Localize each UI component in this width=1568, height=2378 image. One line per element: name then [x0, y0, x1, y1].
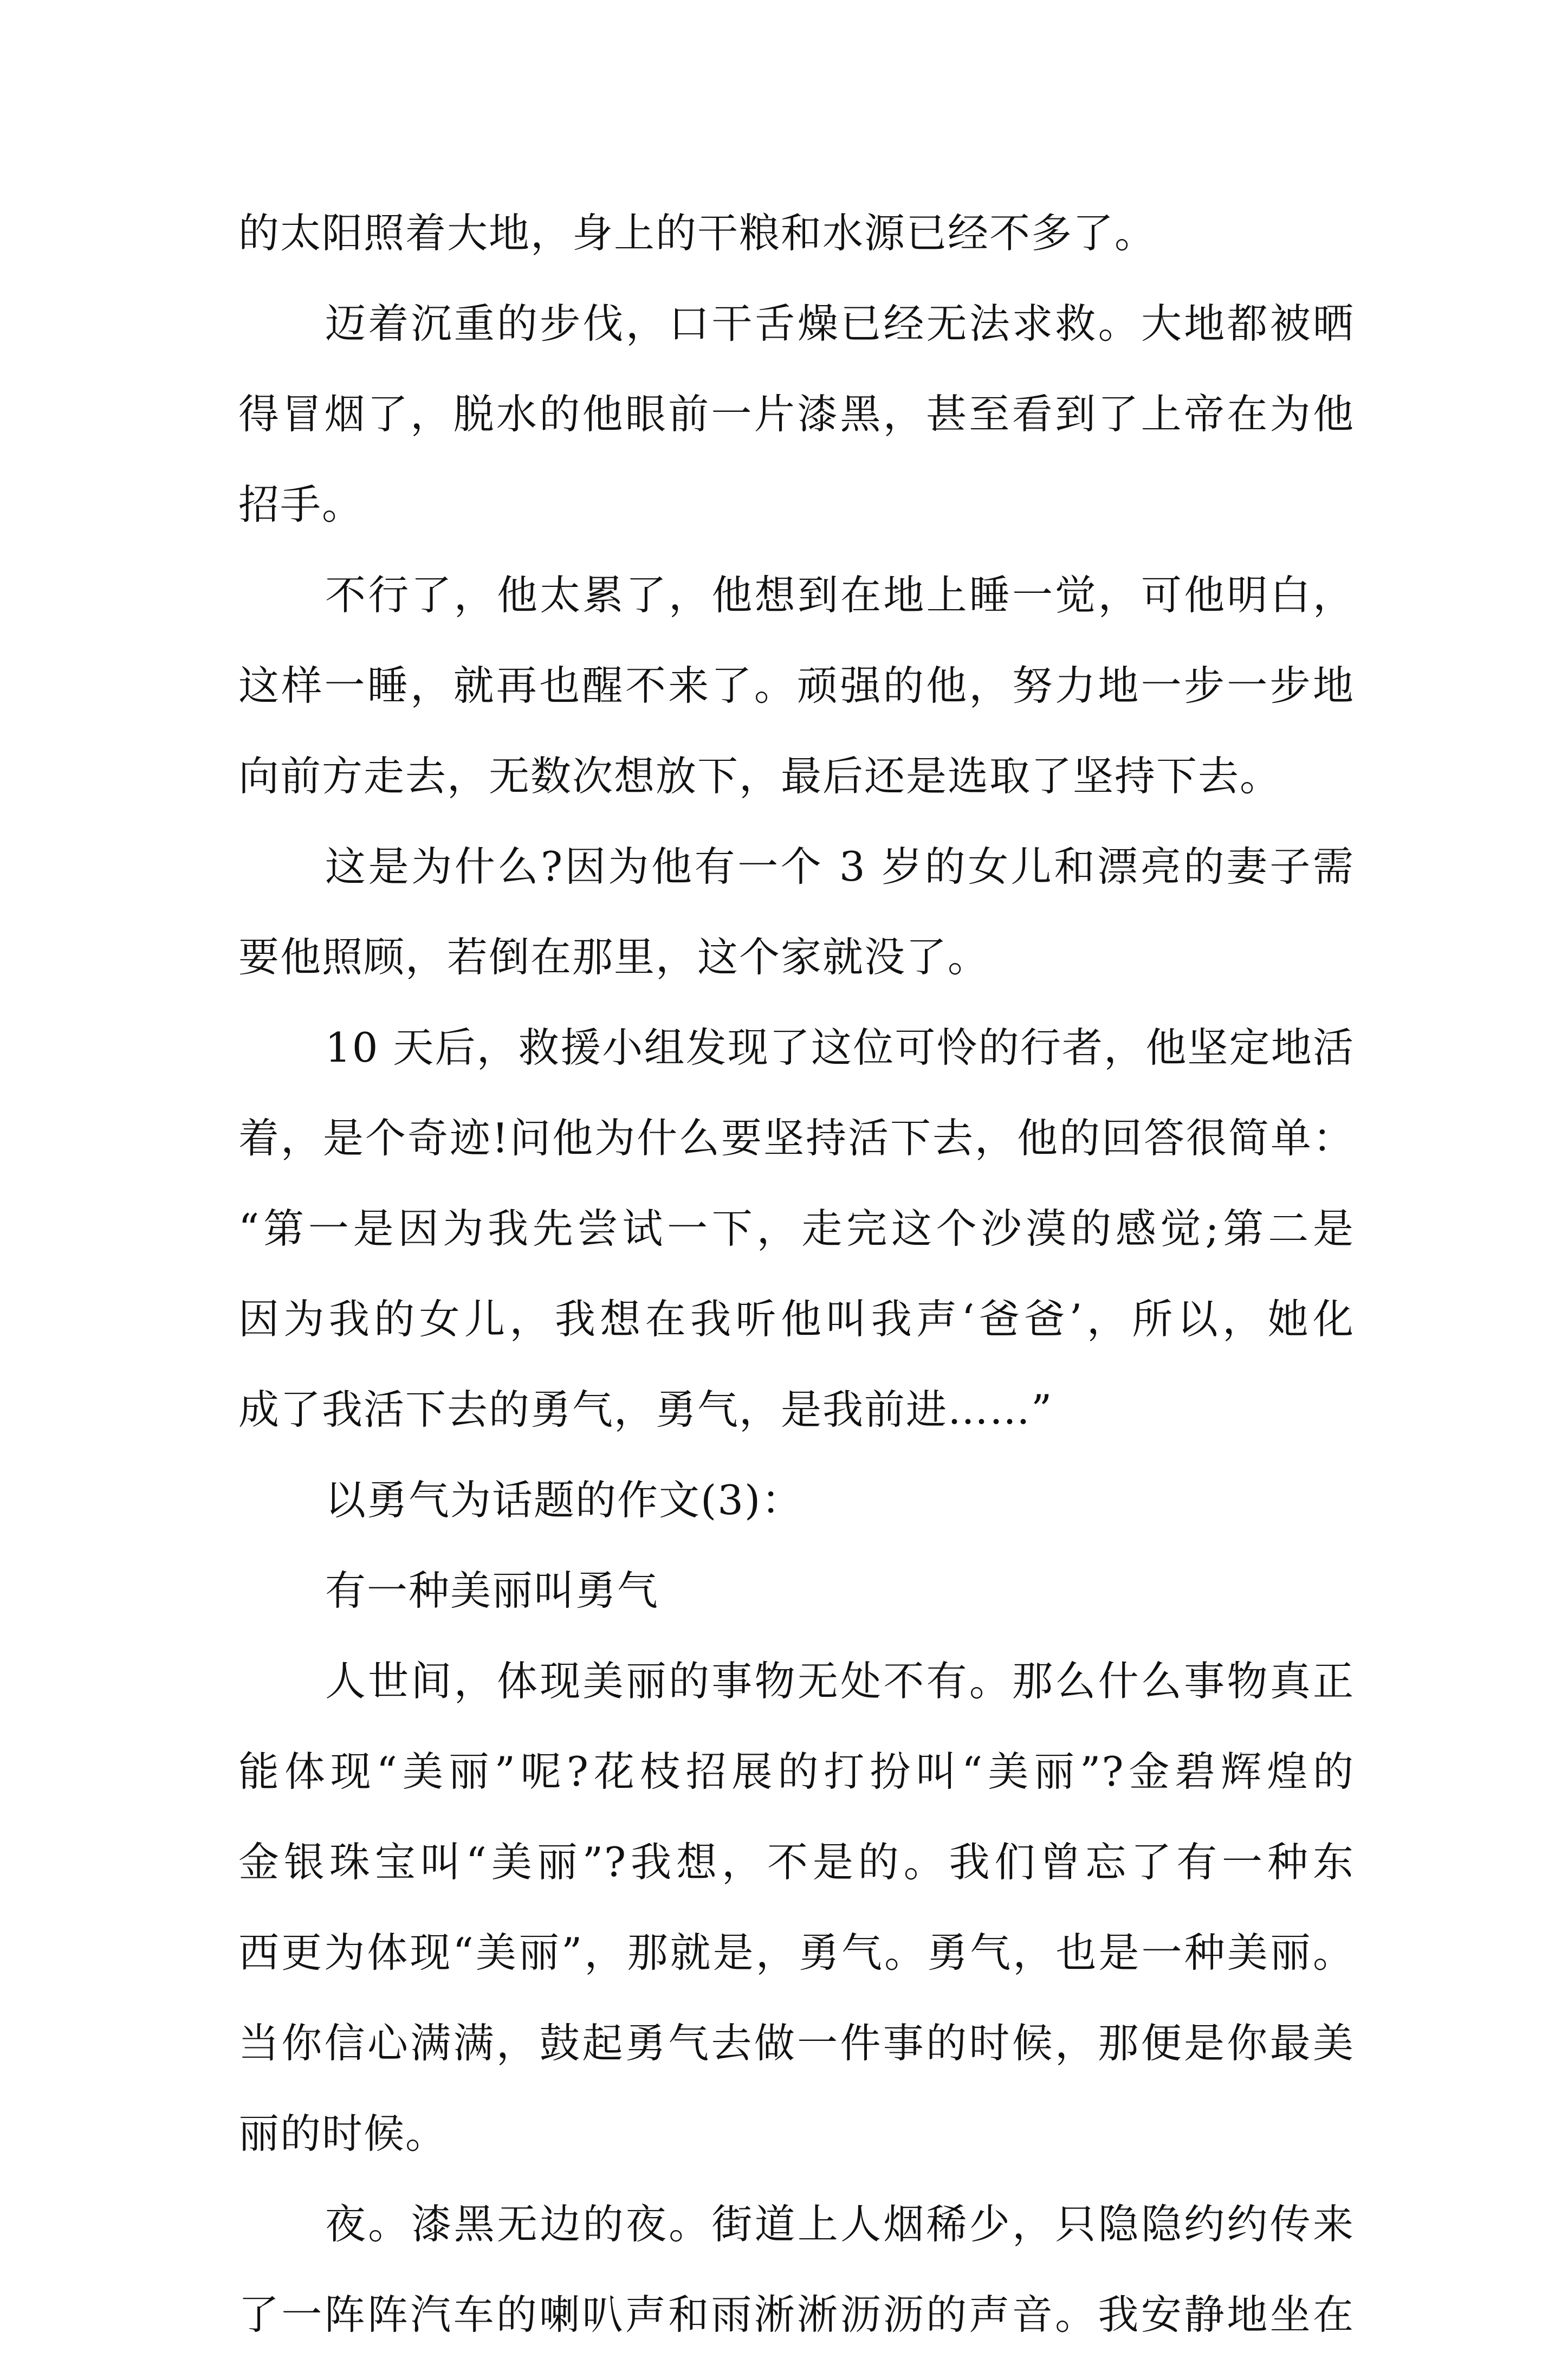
text-line: 迈着沉重的步伐，口干舌燥已经无法求救。大地都被晒 — [325, 300, 1355, 347]
text-line: 因为我的女儿，我想在我听他叫我声‘爸爸’，所以，她化 — [238, 1295, 1355, 1343]
text-line: 夜。漆黑无边的夜。街道上人烟稀少，只隐隐约约传来 — [325, 2200, 1355, 2248]
text-line: 不行了，他太累了，他想到在地上睡一觉，可他明白， — [325, 571, 1355, 619]
text-line: 了一阵阵汽车的喇叭声和雨淅淅沥沥的声音。我安静地坐在 — [238, 2291, 1355, 2338]
section-heading: 以勇气为话题的作文(3)： — [325, 1476, 804, 1524]
text-line: 10 天后，救援小组发现了这位可怜的行者，他坚定地活 — [325, 1024, 1355, 1071]
text-line: “第一是因为我先尝试一下，走完这个沙漠的感觉;第二是 — [238, 1205, 1355, 1252]
text-line: 的太阳照着大地，身上的干粮和水源已经不多了。 — [238, 209, 1157, 257]
text-line: 要他照顾，若倒在那里，这个家就没了。 — [238, 933, 990, 981]
text-line: 这是为什么?因为他有一个 3 岁的女儿和漂亮的妻子需 — [325, 843, 1355, 890]
text-line: 着，是个奇迹!问他为什么要坚持活下去，他的回答很简单： — [238, 1114, 1355, 1162]
text-line: 招手。 — [238, 481, 364, 528]
text-line: 丽的时候。 — [238, 2110, 448, 2157]
text-line: 得冒烟了，脱水的他眼前一片漆黑，甚至看到了上帝在为他 — [238, 390, 1355, 438]
text-line: 金银珠宝叫“美丽”?我想，不是的。我们曾忘了有一种东 — [238, 1838, 1355, 1886]
essay-title: 有一种美丽叫勇气 — [325, 1567, 659, 1614]
text-line: 人世间，体现美丽的事物无处不有。那么什么事物真正 — [325, 1657, 1355, 1705]
text-line: 能体现“美丽”呢?花枝招展的打扮叫“美丽”?金碧辉煌的 — [238, 1748, 1355, 1795]
document-page — [238, 206, 1355, 2378]
text-line: 西更为体现“美丽”，那就是，勇气。勇气，也是一种美丽。 — [238, 1929, 1355, 1976]
text-line: 向前方走去，无数次想放下，最后还是选取了坚持下去。 — [238, 752, 1282, 800]
text-line: 当你信心满满，鼓起勇气去做一件事的时候，那便是你最美 — [238, 2019, 1355, 2067]
text-line: 这样一睡，就再也醒不来了。顽强的他，努力地一步一步地 — [238, 662, 1355, 709]
text-line: 成了我活下去的勇气，勇气，是我前进……” — [238, 1386, 1053, 1433]
